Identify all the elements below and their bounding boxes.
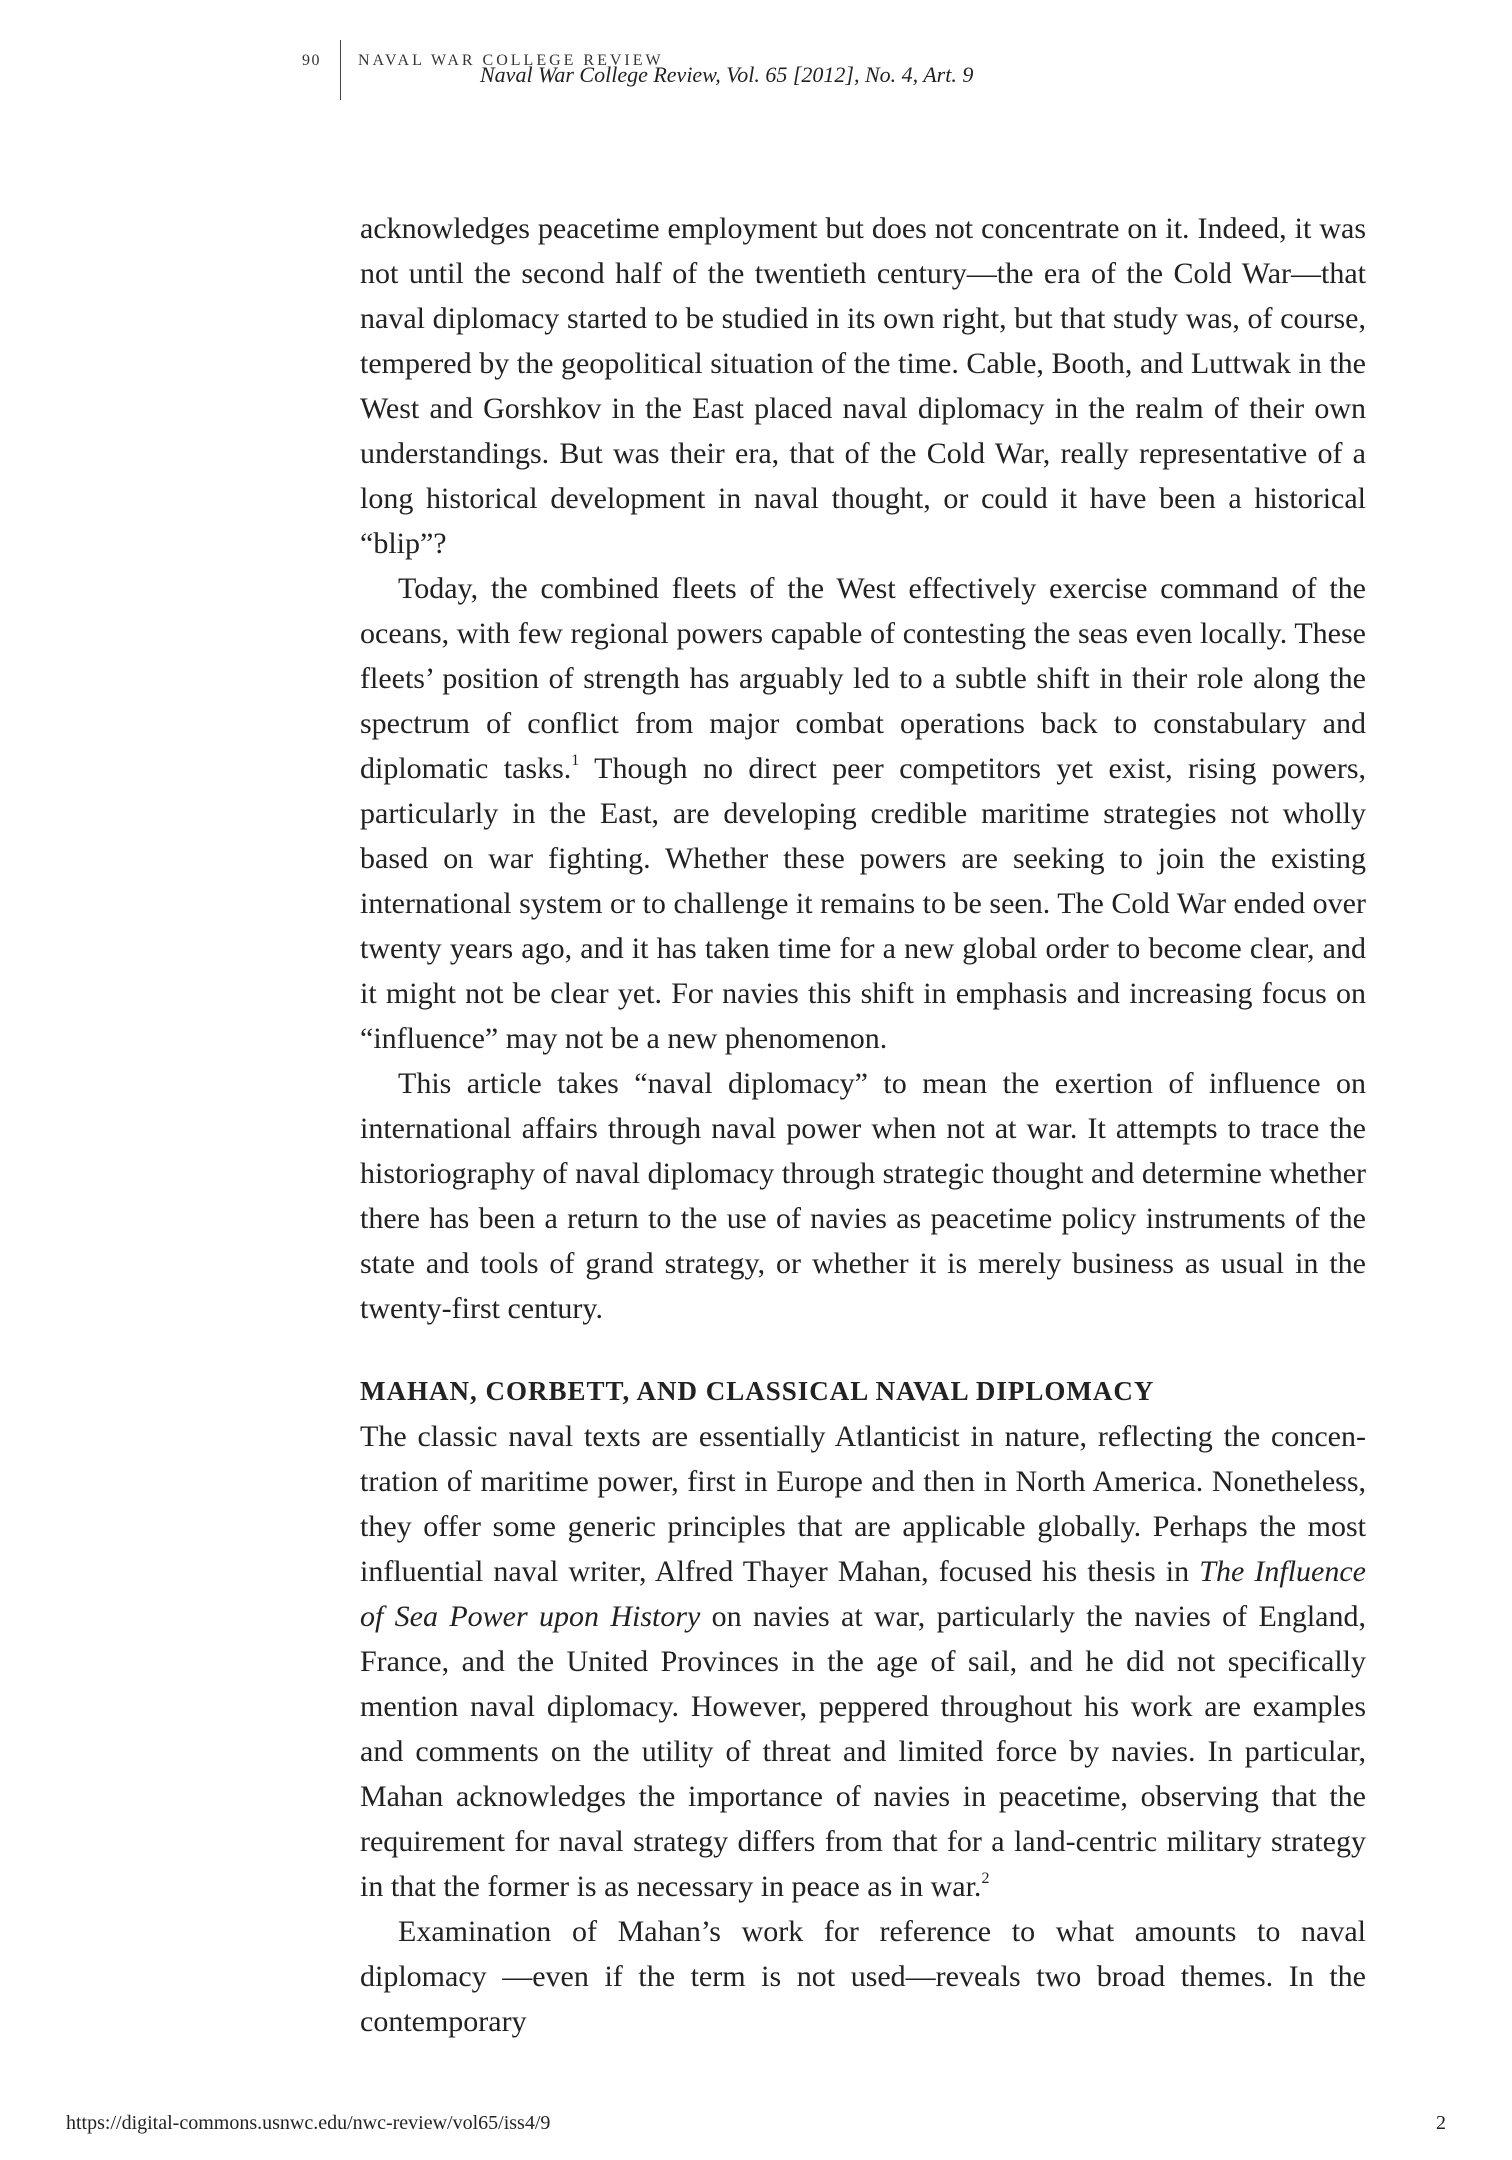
citation-line: Naval War College Review, Vol. 65 [2012], No. 4, Art. 9 — [480, 62, 974, 87]
footnote-ref-2[interactable]: 2 — [981, 1870, 990, 1887]
footnote-ref-1[interactable]: 1 — [571, 752, 580, 769]
paragraph-2-part-a: Today, the combined fleets of the West effectively exercise command of the oceans, with few regional powers capable of contesting the seas even locally. These fleets’ position of strength has arguably led to a subtle shift in their role along the spectrum of conflict from major combat operations back to constabulary and diplomatic tasks. — [360, 572, 1366, 785]
header-divider — [340, 40, 341, 100]
paragraph-1: acknowledges peacetime employment but does not concentrate on it. Indeed, it was not until the second half of the twentieth century—the era of the Cold War—that naval diplomacy started to be studied in its own right, but that study was, of course, tempered by the geopolitical situation of the time. Cable, Booth, and Luttwak in the West and Gorshkov in the East placed naval diplomacy in the realm of their own understandings. But was their era, that of the Cold War, really representative of a long historical development in naval thought, or could it have been a historical “blip”? — [360, 212, 1366, 560]
paragraph-4 — [360, 1414, 1366, 1909]
journal-name: NAVAL WAR COLLEGE REVIEW — [358, 52, 664, 69]
book-title: The Influence of Sea Power upon History — [360, 1555, 1366, 1633]
running-head — [0, 52, 1512, 92]
paragraph-2-part-b: Though no direct peer competitors yet exist, rising powers, particularly in the East, are developing credible maritime strategies not wholly based on war fighting. Whether these powers are seeking to join the existing international system or to challenge it remains to be seen. The Cold War ended over twenty years ago, and it has taken time for a new global order to become clear, and it might not be clear yet. For navies this shift in emphasis and increasing focus on “influence” may not be a new phenomenon. — [360, 752, 1366, 1055]
paragraph-4-part-b: on navies at war, particularly the navies of England, France, and the United Provinces in the age of sail, and he did not specifically mention naval diplomacy. However, peppered throughout his work are examples and comments on the utility of threat and limited force by navies. In particular, Mahan acknowledges the importance of navies in peacetime, observing that the requirement for naval strategy differs from that for a land-centric military strategy in that the former is as necessary in peace as in war. — [360, 1600, 1366, 1903]
paragraph-4-part-a: The classic naval texts are essentially Atlanticist in nature, reflecting the concentration of maritime power, first in Europe and then in North America. Nonetheless, they offer some generic principles that are applicable globally. Perhaps the most influential naval writer, Alfred Thayer Mahan, focused his thesis in — [360, 1420, 1366, 1588]
paragraph-3: This article takes “naval diplomacy” to mean the exertion of influence on international affairs through naval power when not at war. It attempts to trace the historiography of naval diplomacy through strategic thought and determine whether there has been a return to the use of navies as peacetime policy instruments of the state and tools of grand strategy, or whether it is merely business as usual in the twenty-first century. — [360, 1067, 1366, 1325]
paragraph-2 — [360, 566, 1366, 1061]
source-url[interactable]: https://digital-commons.usnwc.edu/nwc-review/vol65/iss4/9 — [66, 2112, 551, 2134]
footer-page-number: 2 — [1436, 2112, 1446, 2134]
paragraph-5: Examination of Mahan’s work for reference to what amounts to naval diplomacy —even if the term is not used—reveals two broad themes. In the contemporary — [360, 1915, 1366, 2038]
article-body — [360, 206, 1366, 2044]
section-heading: MAHAN, CORBETT, AND CLASSICAL NAVAL DIPLOMACY — [360, 1376, 1155, 1406]
page-number: 90 — [302, 52, 321, 69]
